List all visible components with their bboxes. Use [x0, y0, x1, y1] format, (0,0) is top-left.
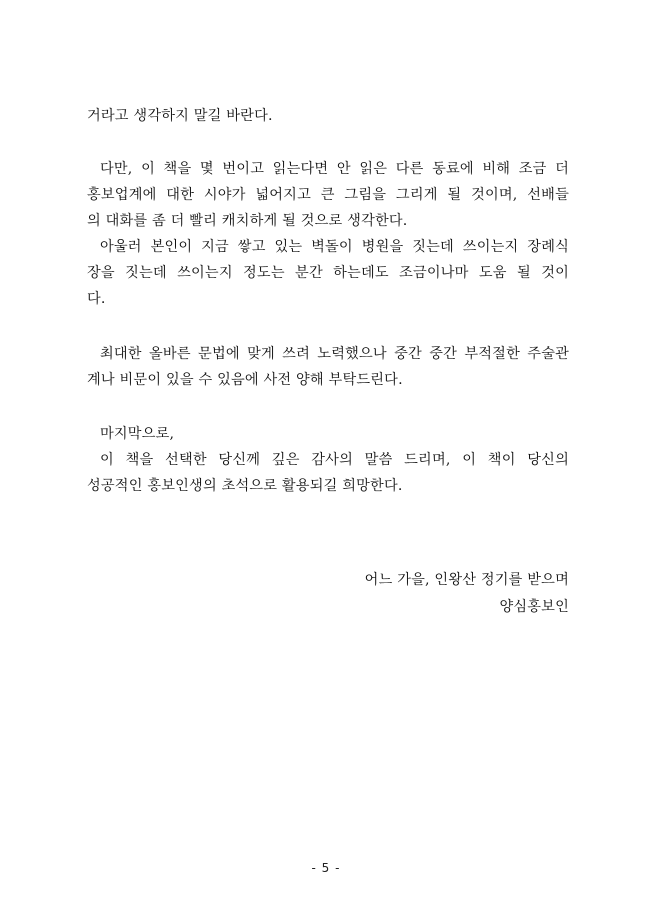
text-line: 다만, 이 책을 몇 번이고 읽는다면 안 읽은 다른 동료에 비해 조금 더	[100, 161, 569, 177]
text-line: 성공적인 홍보인생의 초석으로 활용되길 희망한다.	[87, 478, 403, 494]
text-line: 이 책을 선택한 당신께 깊은 감사의 말씀 드리며, 이 책이 당신의	[100, 452, 569, 468]
closing-line: 어느 가을, 인왕산 정기를 받으며	[364, 572, 569, 588]
text-line: 의 대화를 좀 더 빨리 캐치하게 될 것으로 생각한다.	[87, 213, 408, 229]
text-line: 계나 비문이 있을 수 있음에 사전 양해 부탁드린다.	[87, 372, 403, 388]
text-line: 장을 짓는데 쓰이는지 정도는 분간 하는데도 조금이나마 도움 될 것이	[87, 265, 569, 281]
text-line: 거라고 생각하지 말길 바란다.	[87, 108, 273, 124]
text-line: 마지막으로,	[100, 426, 175, 442]
page-number: - 5 -	[311, 861, 341, 875]
text-line: 아울러 본인이 지금 쌓고 있는 벽돌이 병원을 짓는데 쓰이는지 장례식	[100, 239, 569, 255]
text-line: 최대한 올바른 문법에 맞게 쓰려 노력했으나 중간 중간 부적절한 주술관	[100, 346, 569, 362]
text-line: 홍보업계에 대한 시야가 넓어지고 큰 그림을 그리게 될 것이며, 선배들	[87, 187, 569, 203]
text-line: 다.	[87, 291, 106, 307]
author-signature: 양심홍보인	[499, 599, 569, 615]
